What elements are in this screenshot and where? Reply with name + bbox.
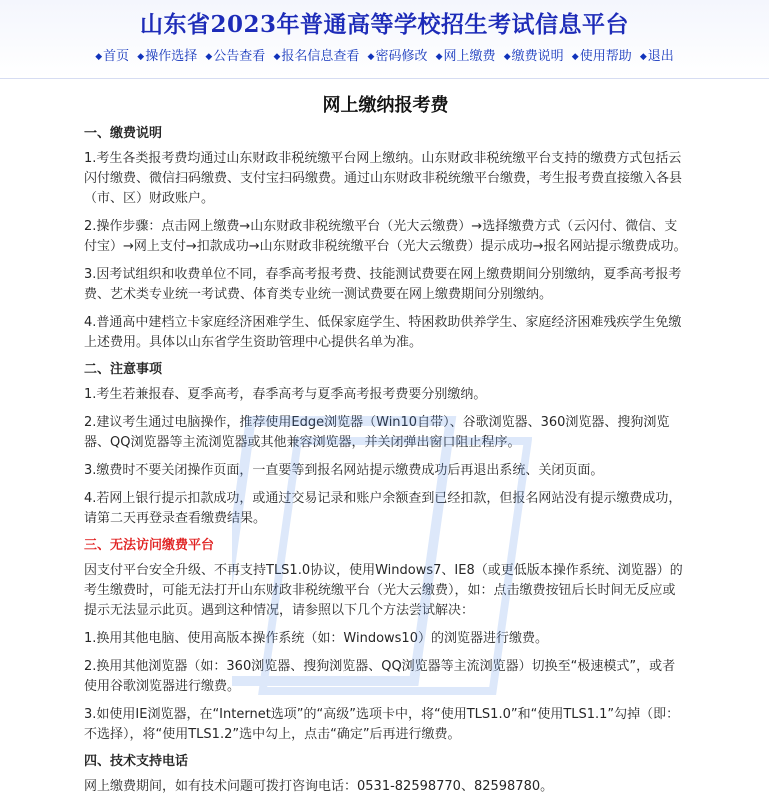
paragraph: 3.因考试组织和收费单位不同，春季高考报考费、技能测试费要在网上缴费期间分别缴纳，夏季高考报考费、艺术类专业统一考试费、体育类专业统一测试费要在网上缴费期间分别缴纳。 xyxy=(84,267,682,302)
section-payment-instructions xyxy=(84,125,687,353)
nav-item-label: 报名信息查看 xyxy=(281,49,360,64)
diamond-bullet-icon: ◆ xyxy=(639,52,647,62)
nav-item-label: 公告查看 xyxy=(213,49,266,64)
nav-item-operation-select[interactable] xyxy=(137,49,197,64)
paragraph: 网上缴费期间，如有技术问题可拨打咨询电话：0531-82598770、82598780。 xyxy=(84,779,554,794)
section-cannot-access-platform xyxy=(84,537,687,745)
nav-item-registration-info[interactable] xyxy=(273,49,359,64)
nav-item-logout[interactable] xyxy=(640,49,674,64)
site-title: 山东省2023年普通高等学校招生考试信息平台 xyxy=(139,11,629,38)
main-content xyxy=(0,95,769,797)
paragraph: 因支付平台安全升级、不再支持TLS1.0协议，使用Windows7、IE8（或更低版本操作系统、浏览器）的考生缴费时，可能无法打开山东财政非税统缴平台（光大云缴费），如：点击缴费按钮后长时间无反应或提示无法显示此页。遇到这种情况，请参照以下几个方法尝试解决： xyxy=(84,563,683,618)
nav-item-home[interactable] xyxy=(95,49,129,64)
nav-item-announcements[interactable] xyxy=(205,49,265,64)
nav-item-help[interactable] xyxy=(572,49,632,64)
paragraph: 2.换用其他浏览器（如：360浏览器、搜狗浏览器、QQ浏览器等主流浏览器）切换至“极速模式”，或者使用谷歌浏览器进行缴费。 xyxy=(84,659,676,694)
paragraph: 1.考生各类报考费均通过山东财政非税统缴平台网上缴纳。山东财政非税统缴平台支持的缴费方式包括云闪付缴费、微信扫码缴费、支付宝扫码缴费。通过山东财政非税统缴平台缴费，考生报考费直接缴入各县（市、区）财政账户。 xyxy=(84,151,683,206)
section-tech-support xyxy=(84,753,687,797)
paragraph: 4.若网上银行提示扣款成功，或通过交易记录和账户余额查到已经扣款，但报名网站没有提示缴费成功，请第二天再登录查看缴费结果。 xyxy=(84,491,682,526)
nav-item-payment-instructions[interactable] xyxy=(504,49,564,64)
diamond-bullet-icon: ◆ xyxy=(95,52,103,62)
nav-item-label: 使用帮助 xyxy=(579,49,632,64)
nav-item-label: 退出 xyxy=(647,49,674,64)
section-heading: 四、技术支持电话 xyxy=(84,754,189,769)
diamond-bullet-icon: ◆ xyxy=(273,52,281,62)
diamond-bullet-icon: ◆ xyxy=(367,52,375,62)
diamond-bullet-icon: ◆ xyxy=(571,52,579,62)
paragraph: 3.缴费时不要关闭操作页面，一直要等到报名网站提示缴费成功后再退出系统、关闭页面。 xyxy=(84,463,604,478)
page-title: 网上缴纳报考费 xyxy=(322,95,449,116)
nav-item-change-password[interactable] xyxy=(368,49,428,64)
diamond-bullet-icon: ◆ xyxy=(503,52,511,62)
nav-item-label: 首页 xyxy=(103,49,130,64)
site-header xyxy=(0,0,769,79)
diamond-bullet-icon: ◆ xyxy=(435,52,443,62)
nav-item-label: 密码修改 xyxy=(375,49,428,64)
section-heading: 三、无法访问缴费平台 xyxy=(84,538,215,553)
diamond-bullet-icon: ◆ xyxy=(137,52,145,62)
nav-item-online-payment[interactable] xyxy=(436,49,496,64)
paragraph: 4.普通高中建档立卡家庭经济困难学生、低保家庭学生、特困救助供养学生、家庭经济困难残疾学生免缴上述费用。具体以山东省学生资助管理中心提供名单为准。 xyxy=(84,315,682,350)
paragraph: 2.操作步骤：点击网上缴费→山东财政非税统缴平台（光大云缴费）→选择缴费方式（云闪付、微信、支付宝）→网上支付→扣款成功→山东财政非税统缴平台（光大云缴费）提示成功→报名网站提示缴费成功。 xyxy=(84,219,687,254)
paragraph: 3.如使用IE浏览器，在“Internet选项”的“高级”选项卡中，将“使用TLS1.0”和“使用TLS1.1”勾掉（即：不选择），将“使用TLS1.2”选中勾上，点击“确定”后再进行缴费。 xyxy=(84,707,680,742)
section-heading: 一、缴费说明 xyxy=(84,126,163,141)
section-heading: 二、注意事项 xyxy=(84,362,163,377)
nav-item-label: 网上缴费 xyxy=(443,49,496,64)
paragraph: 1.考生若兼报春、夏季高考，春季高考与夏季高考报考费要分别缴纳。 xyxy=(84,387,487,402)
diamond-bullet-icon: ◆ xyxy=(205,52,213,62)
section-notes xyxy=(84,361,687,529)
nav-item-label: 操作选择 xyxy=(145,49,198,64)
top-nav xyxy=(0,48,769,66)
nav-item-label: 缴费说明 xyxy=(511,49,564,64)
paragraph: 2.建议考生通过电脑操作，推荐使用Edge浏览器（Win10自带）、谷歌浏览器、360浏览器、搜狗浏览器、QQ浏览器等主流浏览器或其他兼容浏览器，并关闭弹出窗口阻止程序。 xyxy=(84,415,670,450)
paragraph: 1.换用其他电脑、使用高版本操作系统（如：Windows10）的浏览器进行缴费。 xyxy=(84,631,548,646)
